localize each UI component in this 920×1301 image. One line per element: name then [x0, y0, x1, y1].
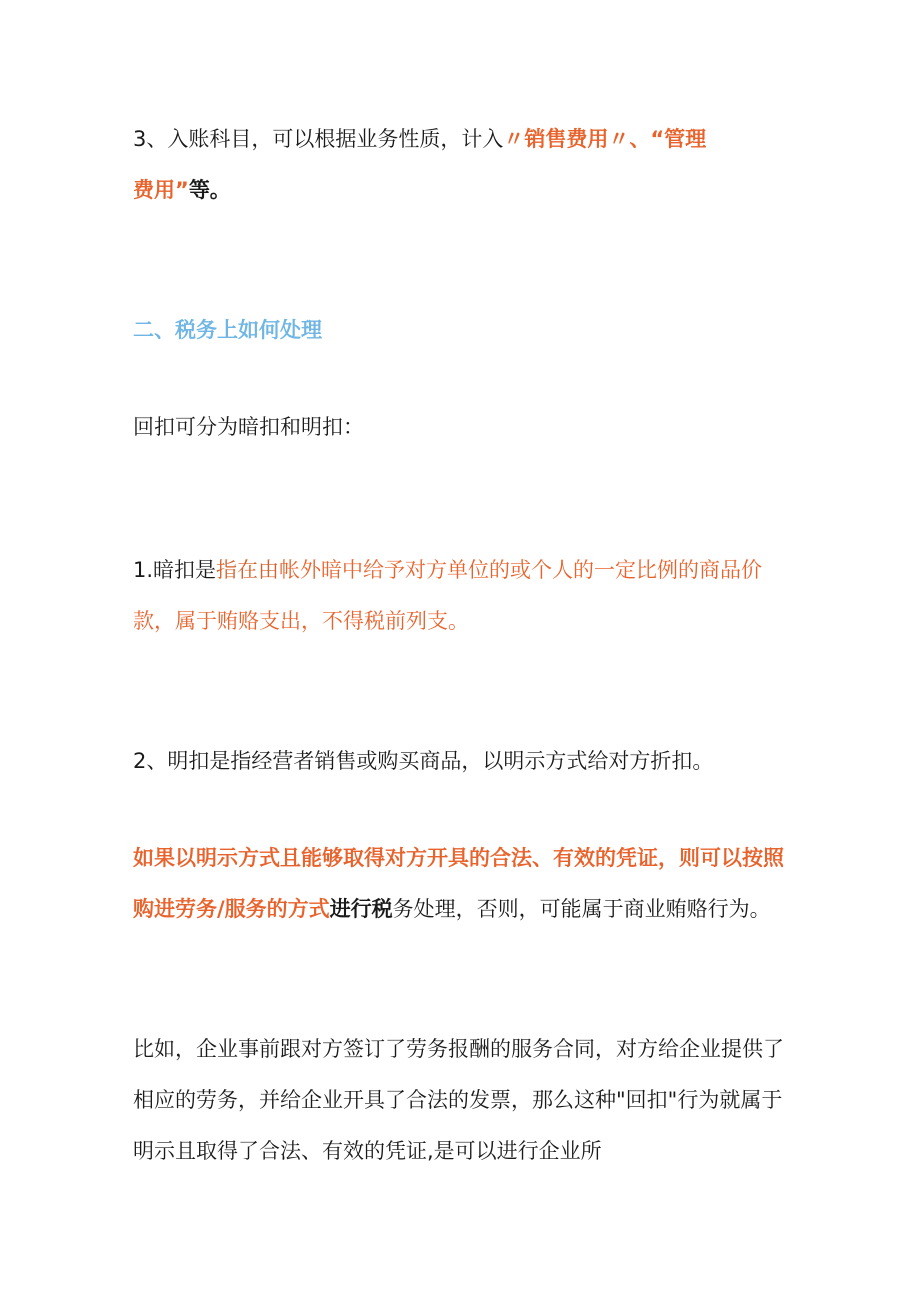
paragraph-hidden-kickback [133, 545, 793, 647]
paragraph-text: 指在由 [216, 558, 280, 582]
highlight-sales-expense: 〃销售费用〃、“管理 [503, 127, 707, 151]
highlight-management-expense: 费用” [133, 178, 189, 202]
paragraph-suffix: 等。 [188, 178, 231, 202]
bold-text: 进行税 [329, 897, 393, 921]
highlight-hidden-kickback-definition: 帐外暗中给予对方单位的或个人的一定比例的商品价款，属于贿赂支出，不得税前列支。 [133, 558, 763, 633]
highlight-valid-voucher-condition: 如果以明示方式且能够取得对方开具的合法、有效的凭证，则可以按照购进劳务/服务的方式 [133, 846, 784, 921]
paragraph-kickback-types: 回扣可分为暗扣和明扣： [133, 415, 364, 439]
paragraph-text: 务处理，否则，可能属于商业贿赂行为。 [392, 897, 771, 921]
paragraph-text: 1.暗扣是 [133, 558, 217, 582]
section-heading: 二、税务上如何处理 [133, 318, 322, 342]
paragraph-text: 3、入账科目，可以根据业务性质，计入 [133, 127, 504, 151]
paragraph-open-kickback: 2、明扣是指经营者销售或购买商品，以明示方式给对方折扣。 [133, 749, 714, 773]
paragraph-open-kickback-treatment [133, 833, 793, 935]
paragraph-accounting-subject [133, 114, 793, 216]
paragraph-example: 比如，企业事前跟对方签订了劳务报酬的服务合同，对方给企业提供了相应的劳务，并给企业开具了合法的发票，那么这种"回扣"行为就属于明示且取得了合法、有效的凭证,是可以进行企业所 [133, 1037, 784, 1163]
